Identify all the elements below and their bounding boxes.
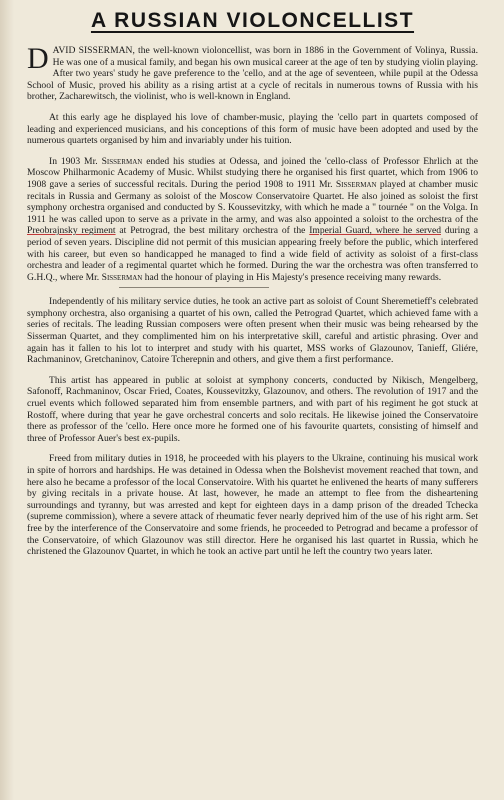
handwritten-underline-guard: Imperial Guard, where he served (309, 225, 441, 237)
paragraph-4: Independently of his military service duties, he took an active part as soloist of Count Sheremetieff's celebrated symphony orchestra, also organising a quartet of his own, called the Petrograd Quartet, which achieved fame with a series of recitals. The leading Russian composers were often present when their music was being rehearsed by the Sisserman Quartet, and they complimented him on his interpretative skill, careful and artistic phrasing. Over and again has it fallen to his lot to interpret and study with his quartet, MSS works of Glazounov, Tanieff, Gliére, Rachmaninov, Gretchaninov, Catoire Tcherepnin and others, and give them a first performance. (27, 296, 478, 366)
name-sisserman: Sisserman (335, 178, 377, 190)
paragraph-1-text: AVID SISSERMAN, the well-known violoncellist, was born in 1886 in the Government of Volinya, Russia. He was one of a musical family, and began his own musical career at the age of ten by studying violin playing. After two years' study he gave preference to the 'cello, and at the age of seventeen, while pupil at the Odessa School of Music, proved his ability as a rising artist at a cycle of recitals in numerous towns of Russia with his brother, Zacharewitsch, the violinist, who is well-known in England. (27, 45, 478, 103)
paragraph-3-text-e: during a period of seven years. Discipline did not permit of this musician appearing freely before the public, which interfered with his career, but even so handicapped he managed to find a wide field of activity as soloist of a first-class orchestra and leader of a regimental quartet which he formed. During the war the orchestra was often transferred to G.H.Q., where Mr. (27, 225, 478, 283)
paragraph-2: At this early age he displayed his love of chamber-music, playing the 'cello part in quartets composed of leading and experienced musicians, and his conceptions of this form of music have been adopted and used by the numerous quartets organised by him and invariably under his tuition. (27, 111, 478, 147)
name-sisserman: Sisserman (101, 155, 143, 167)
handwritten-underline-regiment: Preobrajnsky regiment (27, 225, 116, 237)
paragraph-3-text-b: ended his studies at Odessa, and joined the 'cello-class of Professor Ehrlich at the Moscow Philharmonic Academy of Music. Whilst studying there he organised his first quartet, which from 1906 to 1908 gave a series of successful recitals. During the period 1908 to 1911 Mr. (27, 155, 479, 190)
paragraph-1 (27, 42, 478, 103)
paragraph-3-text-f: had the honour of playing in His Majesty's presence receiving many rewards. (142, 271, 442, 283)
paragraph-3-text-a: In 1903 Mr. (49, 155, 102, 167)
paragraph-3-text-d: at Petrograd, the best military orchestra of the (115, 225, 310, 237)
page-edge-shadow (0, 0, 14, 800)
paragraph-3 (27, 156, 478, 284)
section-divider (119, 287, 269, 288)
name-sisserman: Sisserman (101, 271, 143, 283)
drop-cap: D (27, 42, 49, 75)
paragraph-6: Freed from military duties in 1918, he proceeded with his players to the Ukraine, continuing his musical work in spite of horrors and hardships. He was detained in Odessa when the Bolshevist movement reached that town, and here also he became a professor of the local Conservatoire. With his quartet he enlivened the hearts of many sufferers by giving recitals in a private house. At last, however, he made an attempt to flee from the disheartening surroundings and tyranny, but was arrested and kept for eighteen days in a damp prison of the dreaded Tchecka (supreme commission), where a severe attack of rheumatic fever nearly deprived him of the use of his right arm. Set free by the interference of the Conservatoire and some friends, he proceeded to Petrograd and became a professor of the Conservatoire, of which Glazounov was still director. Here he organised his last quartet in Russia, which he christened the Glazounov Quartet, in which he took an active part until he left the country two years later. (27, 453, 478, 558)
paragraph-3-text-c: played at chamber music recitals in Russia and Germany as soloist of the Moscow Conservatoire Quartet. He also joined as soloist the first symphony orchestra organised and conducted by S. Koussevitzky, with which he made a " tournée " on the Volga. In 1911 he was called upon to serve as a private in the army, and was also appointed a soloist to the orchestra of the (27, 178, 478, 225)
paragraph-5: This artist has appeared in public at soloist at symphony concerts, conducted by Nikisch, Mengelberg, Safonoff, Rachmaninov, Oscar Fried, Coates, Koussevitzky, Glazounov, and others. The revolution of 1917 and the cruel events which followed separated him from ensemble partners, and with part of his regiment he got stuck at Rostoff, where during that year he gave orchestral concerts and solo recitals. He likewise joined the Conservatoire there as professor of the 'cello. Here once more he formed one of his favourite quartets, consisting of himself and three of Professor Auer's best ex-pupils. (27, 374, 478, 444)
article-title: A RUSSIAN VIOLONCELLIST (90, 9, 415, 32)
